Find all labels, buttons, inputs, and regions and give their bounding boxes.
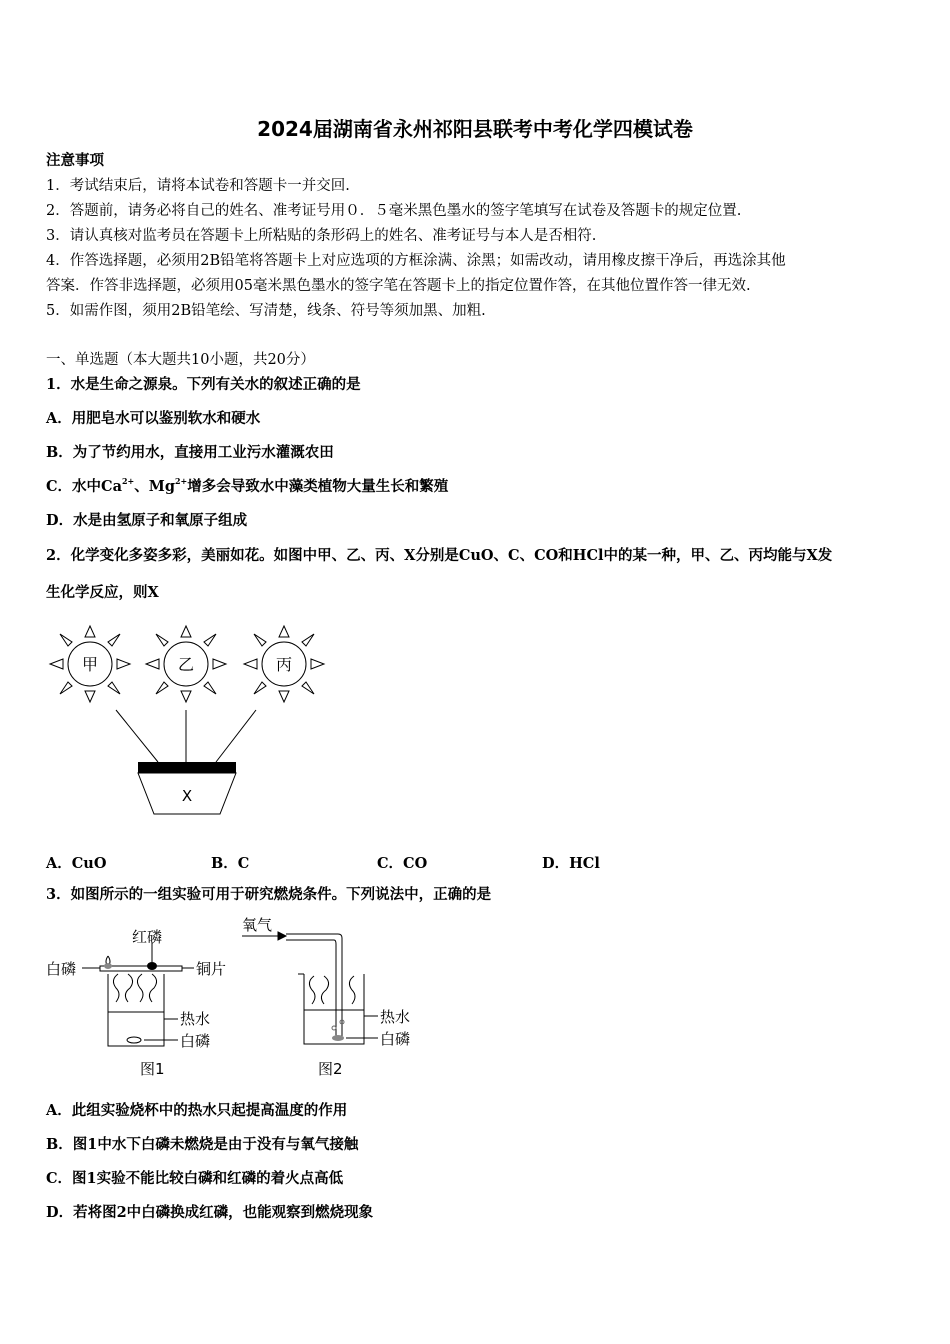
question-2-stem: 2．化学变化多姿多彩，美丽如花。如图中甲、乙、丙、X分别是CuO、C、CO和HCl中的某一种，甲、乙、丙均能与X发: [46, 547, 833, 564]
combustion-experiment-fig2: [238, 912, 428, 1080]
figure-1-caption: 图1: [140, 1060, 165, 1078]
notice-item: 2．答题前，请务必将自己的姓名、准考证号用０．５毫米黑色墨水的签字笔填写在试卷及答题卡的规定位置.: [46, 203, 742, 219]
label-red-phosphorus: 红磷: [132, 928, 163, 946]
question-1-stem: 1．水是生命之源泉。下列有关水的叙述正确的是: [46, 376, 361, 393]
q3-option-c: C．图1实验不能比较白磷和红磷的着火点高低: [46, 1170, 344, 1187]
q3-option-b: B．图1中水下白磷未燃烧是由于没有与氧气接触: [46, 1136, 359, 1153]
notice-item: 4．作答选择题，必须用2B铅笔将答题卡上对应选项的方框涂满、涂黑；如需改动，请用橡皮擦干净后，再选涂其他: [46, 253, 786, 269]
q1-option-d: D．水是由氢原子和氧原子组成: [46, 512, 248, 529]
label-white-phosphorus-underwater: 白磷: [180, 1032, 211, 1050]
q2-option-d: D．HCl: [542, 855, 600, 872]
q3-option-d: D．若将图2中白磷换成红磷，也能观察到燃烧现象: [46, 1204, 374, 1221]
notice-heading: 注意事项: [46, 152, 104, 169]
question-2-stem-cont: 生化学反应，则X: [46, 584, 159, 601]
q3-option-a: A．此组实验烧杯中的热水只起提高温度的作用: [46, 1102, 348, 1119]
q1-option-c: C．水中$Ca^{2+}$、$Mg^{2+}$增多会导致水中藻类植物大量生长和繁殖: [46, 476, 449, 495]
notice-item: 答案．作答非选择题，必须用05毫米黑色墨水的签字笔在答题卡上的指定位置作答，在其他位置作答一律无效.: [46, 278, 751, 294]
label-oxygen: 氧气: [242, 916, 273, 934]
sun-label-jia: 甲: [81, 655, 99, 674]
combustion-experiment-fig1: [44, 920, 254, 1080]
page-title: 2024届湖南省永州祁阳县联考中考化学四模试卷: [257, 117, 693, 141]
question-3-stem: 3．如图所示的一组实验可用于研究燃烧条件。下列说法中，正确的是: [46, 886, 492, 903]
q2-option-a: A．CuO: [46, 855, 107, 872]
label-hot-water: 热水: [380, 1008, 411, 1026]
label-hot-water: 热水: [180, 1010, 211, 1028]
notice-item: 3．请认真核对监考员在答题卡上所粘贴的条形码上的姓名、准考证号与本人是否相符.: [46, 228, 597, 244]
pot-label: X: [181, 787, 193, 805]
label-white-phosphorus: 白磷: [380, 1030, 411, 1048]
label-white-phosphorus: 白磷: [46, 960, 77, 978]
notice-item: 5．如需作图，须用2B铅笔绘、写清楚，线条、符号等须加黑、加粗.: [46, 303, 486, 319]
q2-option-b: B．C: [211, 855, 250, 872]
figure-2-caption: 图2: [318, 1060, 343, 1078]
sun-label-yi: 乙: [177, 655, 195, 674]
q1-option-b: B．为了节约用水，直接用工业污水灌溉农田: [46, 444, 334, 461]
label-copper-plate: 铜片: [196, 960, 227, 978]
section-heading: 一、单选题（本大题共10小题，共20分）: [46, 352, 315, 368]
suns-pot-diagram: [40, 618, 340, 838]
notice-item: 1．考试结束后，请将本试卷和答题卡一并交回.: [46, 178, 350, 194]
q1-option-a: A．用肥皂水可以鉴别软水和硬水: [46, 410, 261, 427]
q2-option-c: C．CO: [377, 855, 428, 872]
sun-label-bing: 丙: [275, 655, 293, 674]
